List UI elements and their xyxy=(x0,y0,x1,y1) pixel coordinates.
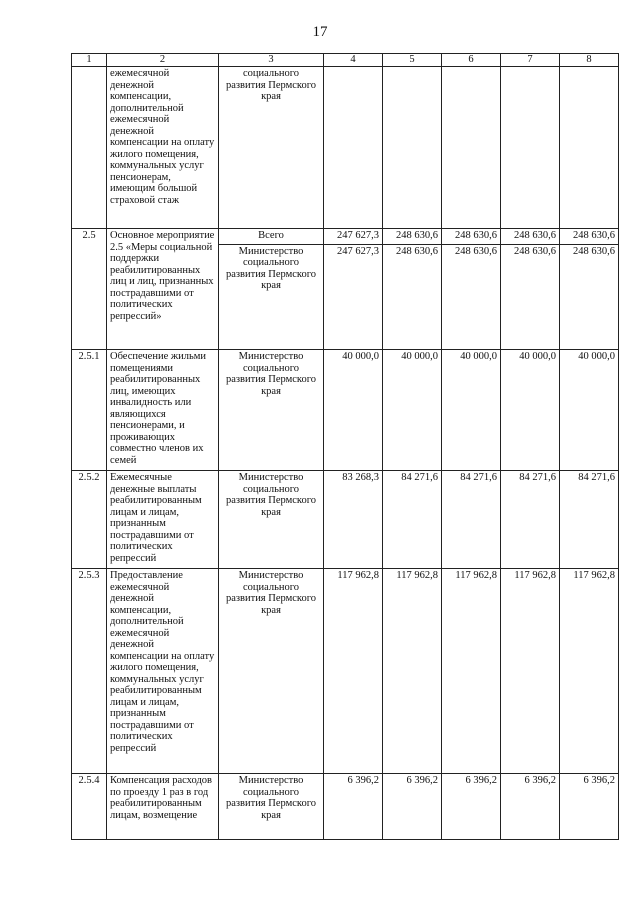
column-number: 3 xyxy=(219,54,324,67)
row-code: 2.5.3 xyxy=(72,569,107,774)
row-executor: Министерство социального развития Пермского края xyxy=(225,245,317,291)
value-cell xyxy=(560,67,619,229)
value-cell: 6 396,2 xyxy=(501,774,560,840)
divider xyxy=(324,244,383,245)
value-cell xyxy=(383,67,442,229)
row-code: 2.5 xyxy=(72,229,107,350)
total-value: 248 630,6 xyxy=(514,230,556,241)
value-cell xyxy=(324,229,383,350)
column-number: 7 xyxy=(501,54,560,67)
value-cell: 84 271,6 xyxy=(383,471,442,569)
row-code: 2.5.2 xyxy=(72,471,107,569)
divider xyxy=(501,244,560,245)
row-title: Компенсация расходов по проезду 1 раз в год реабилитированным лицам, возмещение xyxy=(107,774,219,840)
row-title: Предоставление ежемесячной денежной компенсации, дополнительной ежемесячной денежной компенсации на оплату жилого помещения, коммунальных услуг реабилитированным лицам и лицам, признанным пострадавшими от политических репрессий xyxy=(107,569,219,774)
value-cell xyxy=(442,229,501,350)
value-cell: 83 268,3 xyxy=(324,471,383,569)
row-title: Обеспечение жильми помещениями реабилитированных лиц, имеющих инвалидность или являющихся пенсионерами, и проживающих совместно членов их семей xyxy=(107,350,219,471)
column-number: 4 xyxy=(324,54,383,67)
value-cell xyxy=(501,67,560,229)
table-row xyxy=(72,569,619,774)
row-title: Основное мероприятие 2.5 «Меры социальной поддержки реабилитированных лиц и лиц, признанных пострадавшими от политических репрессий» xyxy=(107,229,219,350)
value-cell xyxy=(560,229,619,350)
row-title: ежемесячной денежной компенсации, дополнительной ежемесячной денежной компенсации на оплату жилого помещения, коммунальных услуг пенсионерам, имеющим большой страховой стаж xyxy=(107,67,219,229)
table-row xyxy=(72,350,619,471)
value-cell: 117 962,8 xyxy=(324,569,383,774)
column-number: 1 xyxy=(72,54,107,67)
value-cell: 84 271,6 xyxy=(501,471,560,569)
value-cell xyxy=(383,229,442,350)
row-code: 2.5.1 xyxy=(72,350,107,471)
table-row xyxy=(72,229,619,350)
executor-value: 247 627,3 xyxy=(337,245,379,257)
row-title: Ежемесячные денежные выплаты реабилитированным лицам и лицам, признанным пострадавшими от политических репрессий xyxy=(107,471,219,569)
value-cell: 40 000,0 xyxy=(501,350,560,471)
column-number: 6 xyxy=(442,54,501,67)
table-row xyxy=(72,67,619,229)
executor-value: 248 630,6 xyxy=(396,245,438,257)
divider xyxy=(383,244,442,245)
table-row xyxy=(72,774,619,840)
divider xyxy=(560,244,619,245)
row-executor: Министерство социального развития Пермского края xyxy=(219,774,324,840)
row-executor-cell xyxy=(219,229,324,350)
total-value: 248 630,6 xyxy=(396,230,438,241)
value-cell xyxy=(501,229,560,350)
executor-value: 248 630,6 xyxy=(455,245,497,257)
column-number: 2 xyxy=(107,54,219,67)
value-cell: 6 396,2 xyxy=(324,774,383,840)
total-value: 248 630,6 xyxy=(573,230,615,241)
total-value: 247 627,3 xyxy=(337,230,379,241)
executor-value: 248 630,6 xyxy=(573,245,615,257)
value-cell: 40 000,0 xyxy=(324,350,383,471)
divider xyxy=(219,244,323,245)
value-cell: 40 000,0 xyxy=(383,350,442,471)
value-cell: 40 000,0 xyxy=(560,350,619,471)
column-number-row xyxy=(72,54,619,67)
value-cell: 117 962,8 xyxy=(383,569,442,774)
divider xyxy=(442,244,501,245)
value-cell: 40 000,0 xyxy=(442,350,501,471)
value-cell: 84 271,6 xyxy=(442,471,501,569)
row-executor: Министерство социального развития Пермского края xyxy=(219,350,324,471)
value-cell: 6 396,2 xyxy=(442,774,501,840)
value-cell: 84 271,6 xyxy=(560,471,619,569)
value-cell xyxy=(442,67,501,229)
value-cell: 117 962,8 xyxy=(501,569,560,774)
table-row xyxy=(72,471,619,569)
executor-value: 248 630,6 xyxy=(514,245,556,257)
value-cell: 117 962,8 xyxy=(442,569,501,774)
value-cell: 6 396,2 xyxy=(560,774,619,840)
value-cell: 117 962,8 xyxy=(560,569,619,774)
value-cell: 6 396,2 xyxy=(383,774,442,840)
row-executor-total: Всего xyxy=(258,230,284,241)
total-value: 248 630,6 xyxy=(455,230,497,241)
page-number: 17 xyxy=(312,24,328,40)
row-executor: социального развития Пермского края xyxy=(219,67,324,229)
column-number: 8 xyxy=(560,54,619,67)
row-code xyxy=(72,67,107,229)
value-cell xyxy=(324,67,383,229)
row-code: 2.5.4 xyxy=(72,774,107,840)
column-number: 5 xyxy=(383,54,442,67)
budget-table xyxy=(71,53,619,840)
row-executor: Министерство социального развития Пермского края xyxy=(219,471,324,569)
row-executor: Министерство социального развития Пермского края xyxy=(219,569,324,774)
